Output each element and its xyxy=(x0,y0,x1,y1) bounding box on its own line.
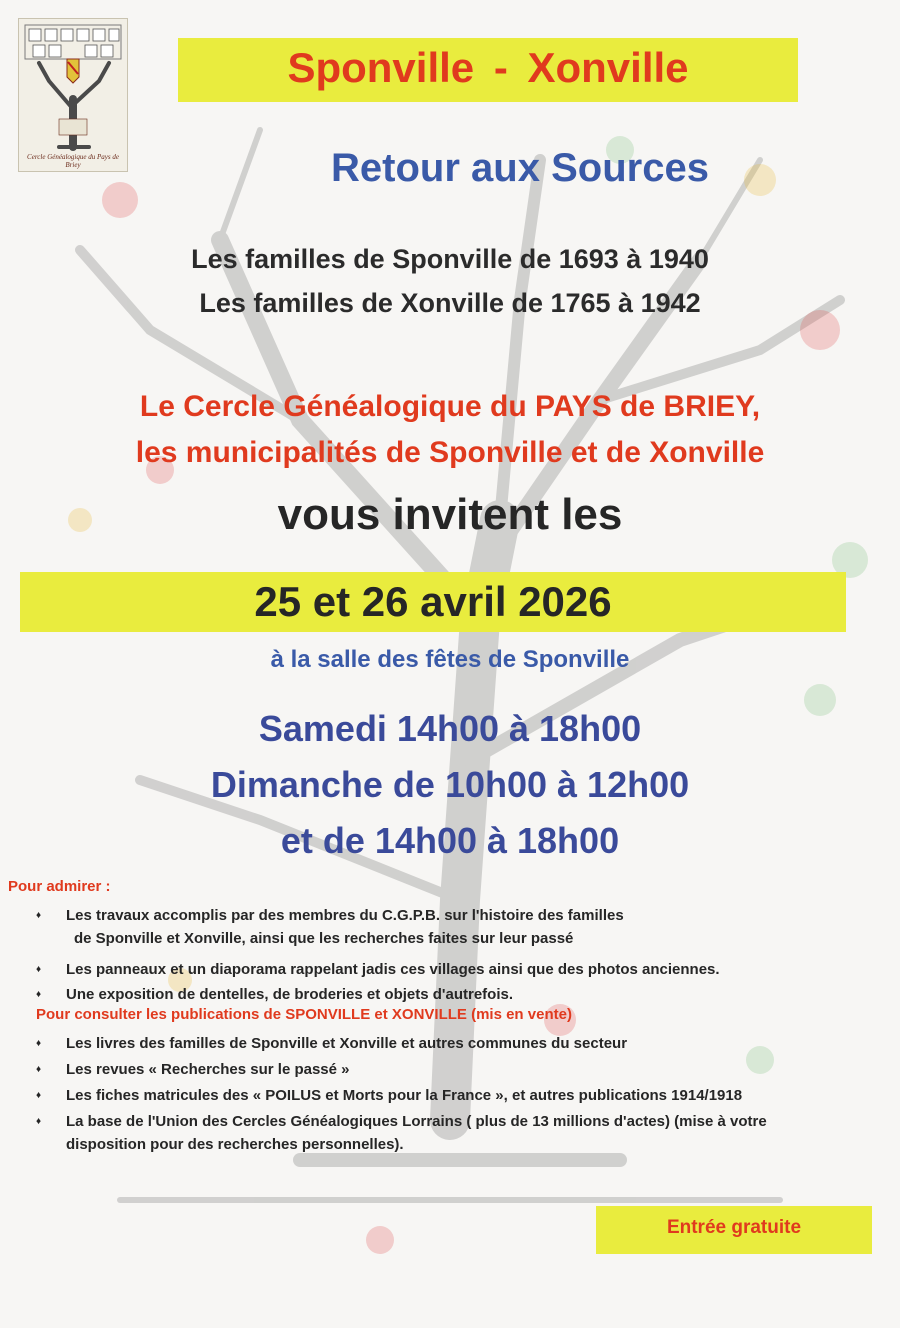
hours-saturday: Samedi 14h00 à 18h00 xyxy=(258,708,642,749)
families-sponville: Les familles de Sponville de 1693 à 1940 xyxy=(191,244,709,274)
organizer-cercle: Le Cercle Généalogique du PAYS de BRIEY, xyxy=(139,390,761,423)
admire-heading: Pour admirer : xyxy=(8,878,111,895)
logo-caption: Cercle Généalogique du Pays de Briey xyxy=(27,153,119,169)
diamond-bullet-icon: ♦ xyxy=(36,1116,42,1127)
list-item: ♦ Les panneaux et un diaporama rappelant jadis ces villages ainsi que des photos anciennes. xyxy=(32,958,882,981)
poster-title: Sponville - Xonville xyxy=(287,44,689,91)
diamond-bullet-icon: ♦ xyxy=(36,1090,42,1101)
list-item-continuation: de Sponville et Xonville, ainsi que les recherches faites sur leur passé xyxy=(74,930,574,947)
organizer-municipalities: les municipalités de Sponville et de Xonville xyxy=(135,436,765,469)
event-venue: à la salle des fêtes de Sponville xyxy=(270,646,630,673)
family-tree-logo-icon xyxy=(19,19,127,159)
event-date: 25 et 26 avril 2026 xyxy=(254,578,612,625)
list-item: ♦ Les fiches matricules des « POILUS et Morts pour la France », et autres publications 1914/1918 xyxy=(32,1084,882,1107)
diamond-bullet-icon: ♦ xyxy=(36,1038,42,1049)
diamond-bullet-icon: ♦ xyxy=(36,964,42,975)
hours-sunday-morning: Dimanche de 10h00 à 12h00 xyxy=(210,764,690,805)
cgpb-logo xyxy=(18,18,128,172)
diamond-bullet-icon: ♦ xyxy=(36,910,42,921)
list-item: ♦ Les livres des familles de Sponville et Xonville et autres communes du secteur xyxy=(32,1032,882,1055)
list-item: ♦ Les travaux accomplis par des membres du C.G.P.B. sur l'histoire des familles xyxy=(32,904,882,927)
free-entry-label: Entrée gratuite xyxy=(666,1217,802,1238)
diamond-bullet-icon: ♦ xyxy=(36,1064,42,1075)
diamond-bullet-icon: ♦ xyxy=(36,989,42,1000)
invite-text: vous invitent les xyxy=(277,490,623,539)
list-item: ♦ La base de l'Union des Cercles Généalogiques Lorrains ( plus de 13 millions d'actes) (mise à votre xyxy=(32,1110,882,1133)
families-xonville: Les familles de Xonville de 1765 à 1942 xyxy=(199,288,701,318)
poster-subtitle: Retour aux Sources xyxy=(331,146,709,190)
entry-banner xyxy=(596,1206,872,1254)
list-item-continuation: disposition pour des recherches personnelles). xyxy=(66,1136,404,1153)
hours-sunday-afternoon: et de 14h00 à 18h00 xyxy=(280,820,620,861)
list-item: ♦ Les revues « Recherches sur le passé » xyxy=(32,1058,882,1081)
date-banner xyxy=(20,572,846,632)
consult-heading: Pour consulter les publications de SPONVILLE et XONVILLE (mis en vente) xyxy=(36,1006,572,1023)
consult-list xyxy=(32,1032,882,1156)
title-banner xyxy=(178,38,798,102)
admire-list xyxy=(32,904,882,1006)
list-item: ♦ Une exposition de dentelles, de broderies et objets d'autrefois. xyxy=(32,983,882,1006)
